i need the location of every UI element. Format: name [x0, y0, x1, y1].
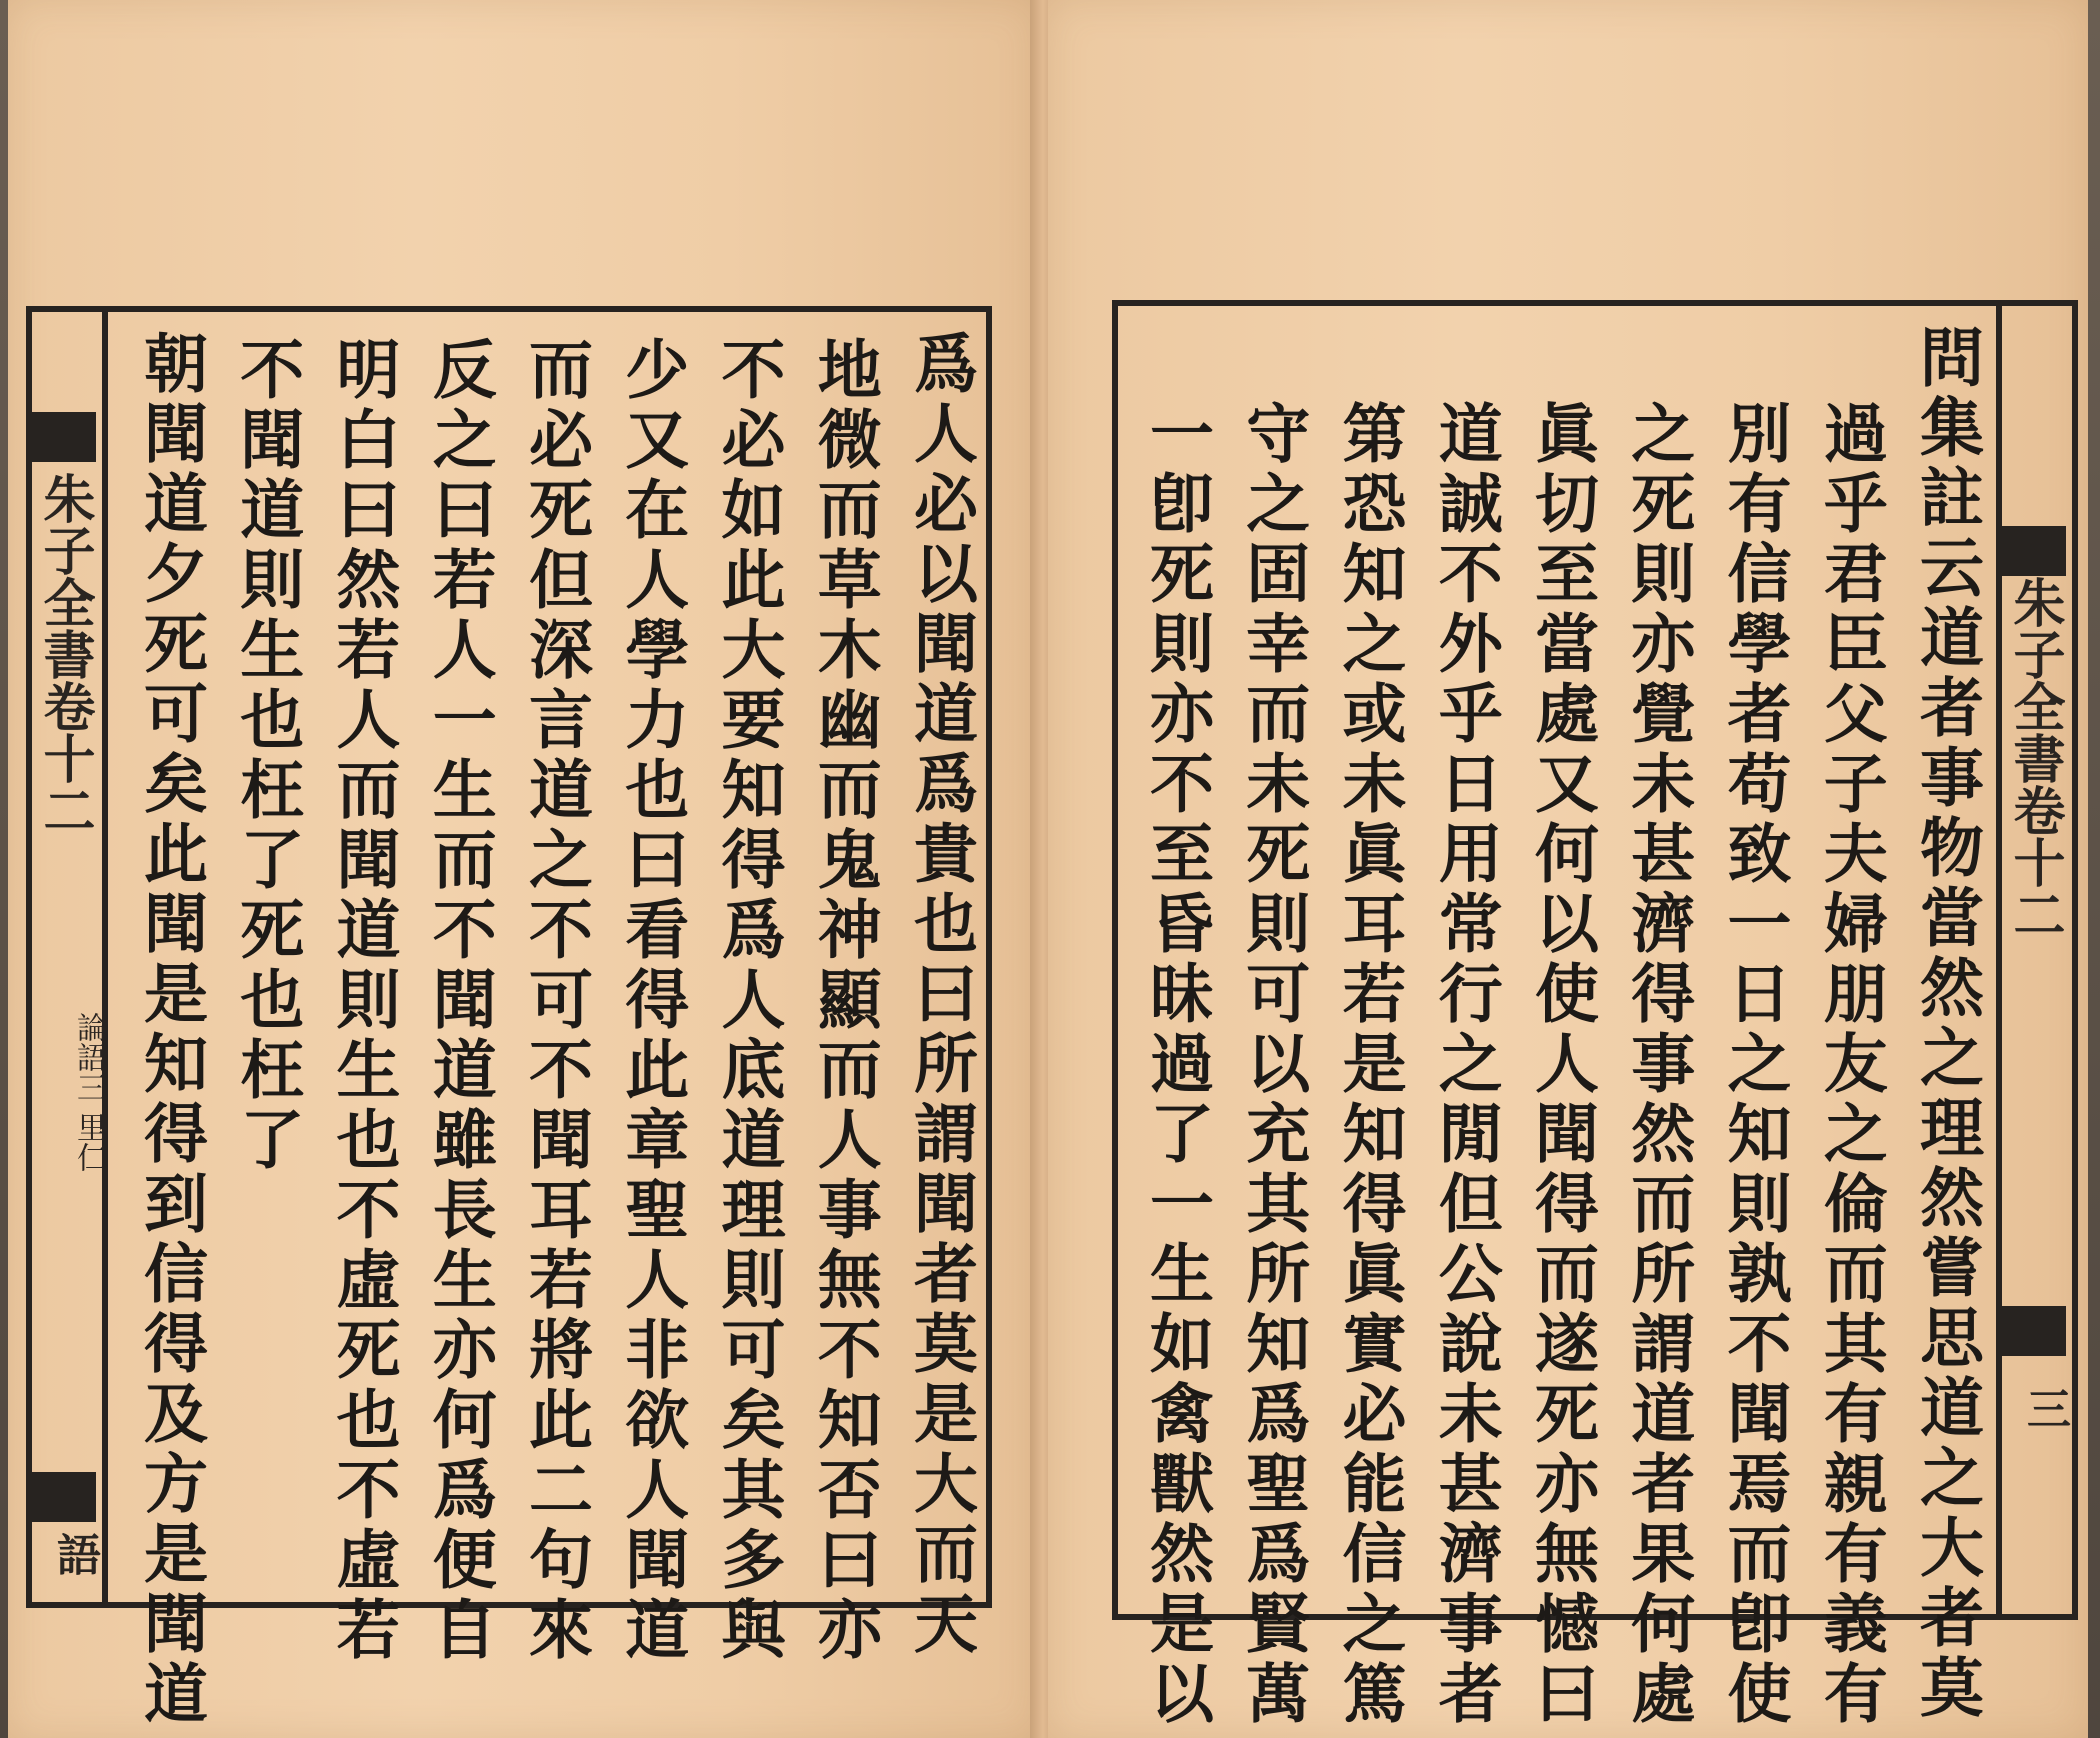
fish-tail-mark-bottom: [32, 1472, 96, 1522]
left-margin-subsection: 里仁: [71, 1112, 106, 1172]
left-margin-folio: 語: [49, 1532, 100, 1576]
text-column: 明白曰然若人而聞道則生也不虛死也不虛若: [325, 336, 401, 1666]
left-margin-strip: [26, 306, 106, 1608]
text-column: 爲人必以聞道爲貴也曰所謂聞者莫是大而天: [903, 330, 978, 1660]
text-column: 之死則亦覺未甚濟得事然而所謂道者果何處: [1620, 400, 1696, 1730]
text-column: 而必死但深言道之不可不聞耳若將此二句來: [518, 336, 593, 1666]
right-text-columns: [1128, 324, 1984, 1730]
fish-tail-mark-bottom: [2002, 1306, 2066, 1356]
left-text-columns: [122, 330, 978, 1730]
text-column: 一卽死則亦不至昏昧過了一生如禽獸然是以: [1139, 400, 1214, 1730]
right-margin-title: 朱子全書卷十二: [2004, 576, 2065, 940]
text-column: 道誠不外乎日用常行之閒但公說未甚濟事者: [1427, 400, 1503, 1730]
text-column: 第恐知之或未眞耳若是知得眞實必能信之篤: [1331, 400, 1407, 1730]
right-text-frame: [1112, 300, 2002, 1730]
text-column: 問集註云道者事物當然之理然嘗思道之大者莫: [1909, 324, 1984, 1724]
text-column: 反之曰若人一生而不聞道雖長生亦何爲便自: [421, 336, 497, 1666]
text-column: 守之固幸而未死則可以充其所知爲聖爲賢萬: [1235, 400, 1311, 1730]
left-text-frame: [102, 306, 992, 1730]
text-column: 朝聞道夕死可矣此聞是知得到信得及方是聞道: [133, 330, 208, 1730]
text-column: 少又在人學力也曰看得此章聖人非欲人聞道: [614, 336, 690, 1666]
text-column: 地微而草木幽而鬼神顯而人事無不知否曰亦: [806, 336, 882, 1666]
text-column: 眞切至當處又何以使人聞得而遂死亦無憾曰: [1524, 400, 1599, 1730]
left-margin-section: 論語三: [71, 1012, 106, 1102]
right-margin-folio: 三: [2019, 1386, 2070, 1430]
text-column: 不必如此大要知得爲人底道理則可矣其多與: [710, 336, 786, 1666]
right-margin-strip: [2002, 300, 2078, 1620]
text-column: 不聞道則生也枉了死也枉了: [229, 336, 305, 1176]
text-column: 過乎君臣父子夫婦朋友之倫而其有親有義有: [1812, 400, 1888, 1730]
fish-tail-mark-top: [32, 412, 96, 462]
text-column: 別有信學者苟致一日之知則孰不聞焉而卽使: [1716, 400, 1792, 1730]
left-margin-title: 朱子全書卷十二: [34, 472, 95, 836]
fish-tail-mark-top: [2002, 526, 2066, 576]
